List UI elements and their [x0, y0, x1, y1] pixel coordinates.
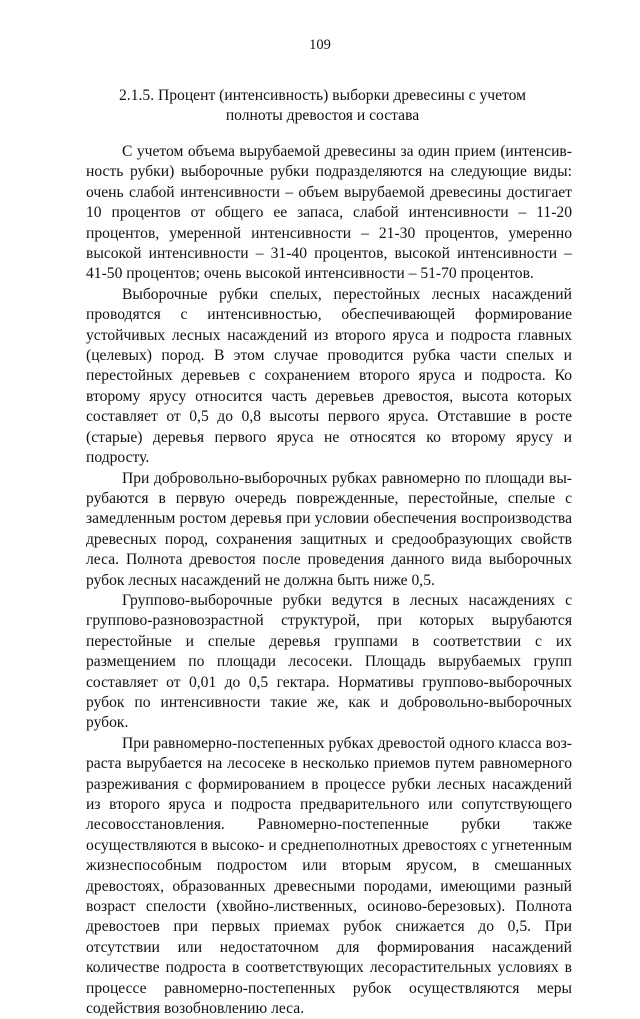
- section-heading: 2.1.5. Процент (интенсивность) выборки древесины с учетом полноты древостоя и состава: [119, 87, 526, 124]
- paragraph-3: При добровольно-выборочных рубках равномерно по площади вырубаются в первую очередь поврежденные, перестойные, спелые с замедленным ростом деревья при условии обеспечения воспроизводства древесных пород, сохранения защитных и средообразующих свойств леса. Полнота древостоя после проведения данного вида выборочных рубок лесных насаждений не должна быть ниже 0,5.: [86, 469, 572, 589]
- paragraph-4: Группово-выборочные рубки ведутся в лесных насаждениях с группово-разновозрастной структурой, при которых вырубаются перестойные и спелые деревья группами в соответствии с их размещением по площади лесосеки. Площадь вырубаемых групп составляет от 0,01 до 0,5 гектара. Нормативы группово-выборочных рубок по интенсивности такие же, как и добровольно-выборочных рубок.: [86, 591, 572, 732]
- page-number: 109: [309, 37, 331, 53]
- paragraph-2: Выборочные рубки спелых, перестойных лесных насаждений проводятся с интенсивностью, обеспечивающей формирование устойчивых лесных насаждений из второго яруса и подроста главных (целевых) пород. В этом случае проводится рубка части спелых и перестойных деревьев с сохранением второго яруса и подроста. Ко второму ярусу относится часть деревьев древостоя, высота которых составляет от 0,5 до 0,8 высоты первого яруса. Отставшие в росте (старые) деревья первого яруса не относятся ко второму ярусу и подросту.: [86, 285, 572, 467]
- paragraph-5: При равномерно-постепенных рубках древостой одного класса возраста вырубается на лесосеке в несколько приемов путем равномерного разреживания с формированием в процессе рубки лесных насаждений из второго яруса и подроста предварительного или сопутствующего лесовосстановления. Равномерно-постепенные рубки также осуществляются в высоко- и среднеполнотных древостоях с угнетенным жизнеспособным подростом или вторым ярусом, в смешанных древостоях, образованных древесными породами, имеющими разный возраст спелости (хвойно-лиственных, осиново-березовых). Полнота древостоев при первых приемах рубок снижается до 0,5. При отсутствии или недостаточном для формирования насаждений количестве подроста в соответствующих лесорастительных условиях в процессе равномерно-постепенных рубок осуществляются меры содействия возобновлению леса.: [86, 734, 572, 1018]
- paragraph-1: С учетом объема вырубаемой древесины за один прием (интенсивность рубки) выборочные рубки подразделяются на следующие виды: очень слабой интенсивности – объем вырубаемой древесины достигает 10 процентов от общего ее запаса, слабой интенсивности – 11-20 процентов, умеренной интенсивности – 21-30 процентов, умеренно высокой интенсивности – 31-40 процентов, высокой интенсивности – 41-50 процентов; очень высокой интенсивности – 51-70 процентов.: [86, 143, 572, 283]
- body-text: [86, 142, 572, 1019]
